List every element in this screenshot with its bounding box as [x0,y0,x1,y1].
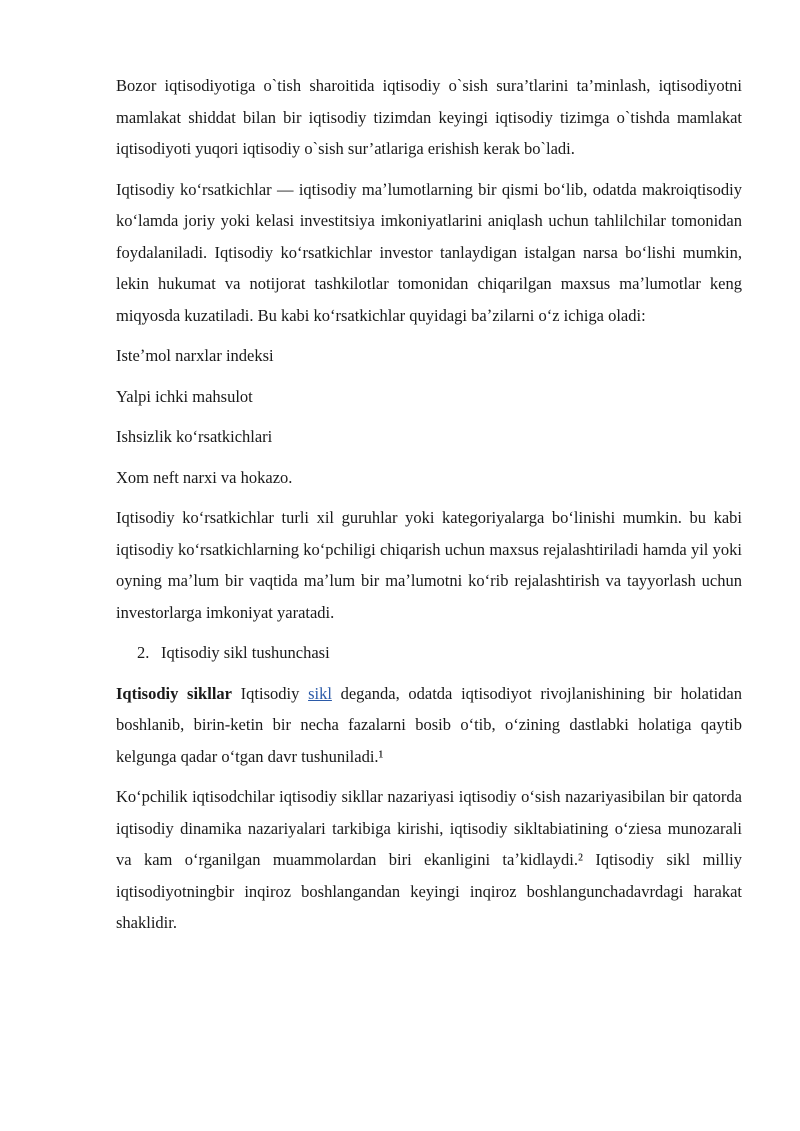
sikl-link[interactable]: sikl [308,683,332,703]
document-page [116,70,742,948]
list-item-unemployment: Ishsizlik koʻrsatkichlari [116,427,273,446]
list-item-cpi: Isteʼmol narxlar indeksi [116,346,274,365]
section-title: Iqtisodiy sikl tushunchasi [161,643,330,662]
section-number: 2. [137,643,150,662]
paragraph-categories: Iqtisodiy koʻrsatkichlar turli xil guruhlar yoki kategoriyalarga boʻlinishi mumkin. bu kabi iqtisodiy koʻrsatkichlarning koʻpchiligi chiqarish uchun maxsus rejalashtiriladi hamda yil yoki oyning maʼlum bir vaqtida maʼlum bir maʼlumotni koʻrib rejalashtirish va tayyorlash uchun investorlarga imkoniyat yaratadi. [116,508,742,622]
paragraph-cycle-theory: Koʻpchilik iqtisodchilar iqtisodiy sikllar nazariyasi iqtisodiy oʻsish nazariyasibilan bir qatorda iqtisodiy dinamika nazariyalari tarkibiga kirishi, iqtisodiy sikltabiatining oʻziesa munozarali va kam oʻrganilgan muammolardan biri ekanligini taʼkidlaydi.² Iqtisodiy sikl milliy iqtisodiyotningbir inqiroz boshlangandan keyingi inqiroz boshlangunchadavrdagi harakat shaklidir. [116,787,742,932]
term-bold: Iqtisodiy sikllar [116,683,232,703]
paragraph-intro: Bozor iqtisodiyotiga o`tish sharoitida iqtisodiy o`sish sura’tlarini ta’minlash, iqtisodiyotni mamlakat shiddat bilan bir iqtisodiy tizimdan keyingi iqtisodiy tizimga o`tishda mamlakat iqtisodiyoti yuqori iqtisodiy o`sish sur’atlariga erishish kerak bo`ladi. [116,76,742,158]
paragraph-cycle-definition [116,678,742,773]
paragraph-text-after-link: deganda, odatda iqtisodiyot rivojlanishining bir holatidan boshlanib, birin-ketin bir necha fazalarni bosib oʻtib, oʻzining dastlabki holatiga qaytib kelgunga qadar oʻtgan davr tushuniladi.¹ [116,683,742,766]
section-heading [116,637,742,669]
paragraph-indicators: Iqtisodiy koʻrsatkichlar — iqtisodiy maʼlumotlarning bir qismi boʻlib, odatda makroiqtisodiy koʻlamda joriy yoki kelasi investitsiya imkoniyatlarini aniqlash uchun tahlilchilar tomonidan foydalaniladi. Iqtisodiy koʻrsatkichlar investor tanlaydigan istalgan narsa boʻlishi mumkin, lekin hukumat va notijorat tashkilotlar tomonidan chiqarilgan maxsus maʼlumotlar keng miqyosda kuzatiladi. Bu kabi koʻrsatkichlar quyidagi baʼzilarni oʻz ichiga oladi: [116,179,742,325]
paragraph-text-before-link: Iqtisodiy [231,683,309,703]
list-item-gdp: Yalpi ichki mahsulot [116,386,253,406]
list-item-oil-price: Xom neft narxi va hokazo. [116,467,293,487]
